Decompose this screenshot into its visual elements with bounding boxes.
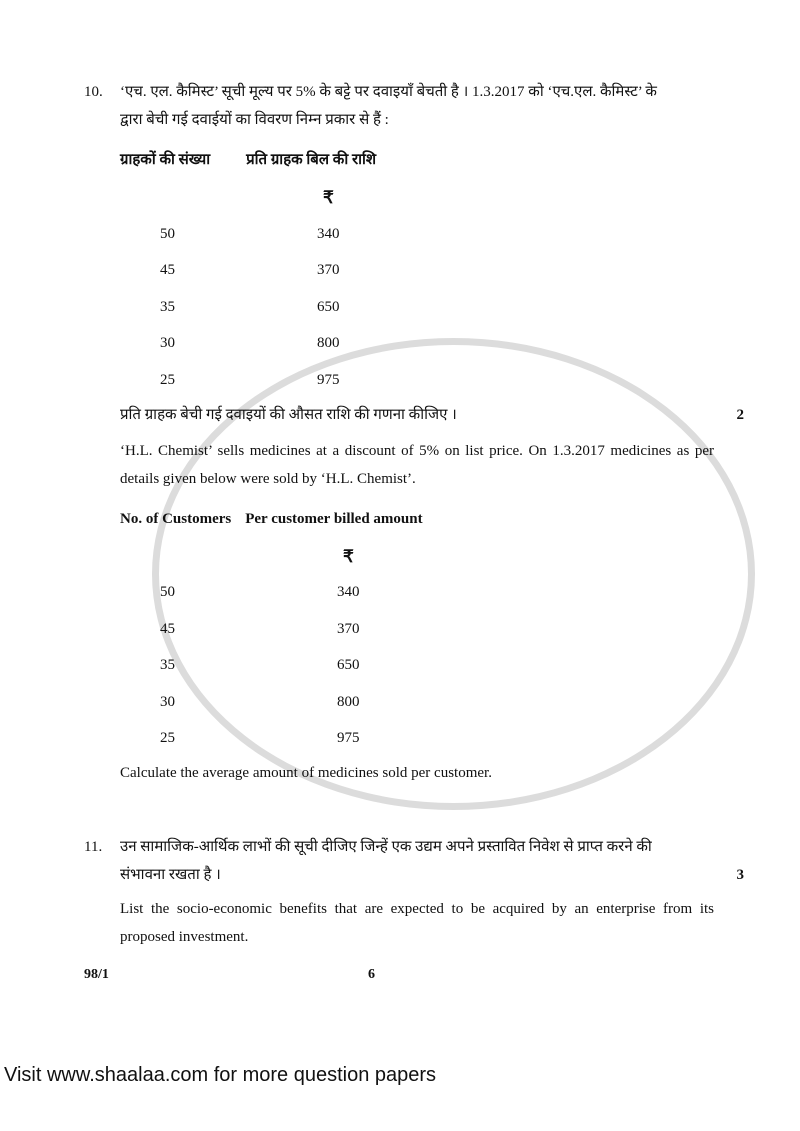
cell: 50 bbox=[160, 584, 175, 601]
cell: 800 bbox=[317, 335, 340, 352]
page-number: 6 bbox=[368, 967, 375, 982]
cell: 800 bbox=[337, 693, 360, 710]
hindi-header-amount: प्रति ग्राहक बिल की राशि bbox=[246, 152, 377, 168]
cell: 340 bbox=[317, 225, 340, 242]
question-11 bbox=[84, 833, 744, 951]
table-row bbox=[120, 289, 714, 326]
question-body bbox=[120, 78, 744, 787]
cell: 30 bbox=[160, 335, 175, 352]
english-table bbox=[120, 575, 714, 758]
marks: 2 bbox=[736, 406, 744, 423]
cell: 370 bbox=[337, 620, 360, 637]
cell: 35 bbox=[160, 298, 175, 315]
q10-hindi-question: प्रति ग्राहक बेची गई दवाइयों की औसत राशि की गणना कीजिए । bbox=[120, 406, 457, 423]
table-row bbox=[120, 648, 714, 685]
paper-code: 98/1 bbox=[84, 967, 109, 982]
cell: 25 bbox=[160, 371, 175, 388]
q11-english-text bbox=[120, 895, 714, 951]
text-line: medicines as per details given below were sold by ‘H.L. Chemist’. bbox=[120, 442, 715, 487]
cell: 650 bbox=[337, 657, 360, 674]
cell: 370 bbox=[317, 262, 340, 279]
cell: 50 bbox=[160, 225, 175, 242]
cell: 35 bbox=[160, 657, 175, 674]
hindi-header-customers: ग्राहकों की संख्या bbox=[120, 152, 211, 168]
cell: 30 bbox=[160, 693, 175, 710]
q10-hindi-line2: द्वारा बेची गई दवाईयों का विवरण निम्न प्रकार से हैं : bbox=[120, 112, 389, 128]
q10-english-text bbox=[120, 437, 714, 493]
marks: 3 bbox=[736, 867, 744, 883]
question-body bbox=[120, 833, 744, 951]
cell: 975 bbox=[317, 371, 340, 388]
site-footer-link[interactable]: Visit www.shaalaa.com for more question papers bbox=[4, 1064, 437, 1086]
question-number: 10. bbox=[84, 84, 103, 100]
english-table-header bbox=[120, 505, 714, 533]
table-row bbox=[120, 721, 714, 758]
table-row bbox=[120, 684, 714, 721]
table-row bbox=[120, 575, 714, 612]
text-line: ‘H.L. Chemist’ sells medicines at a discount of 5% on list price. On 1.3.2017 bbox=[120, 442, 605, 459]
content bbox=[84, 78, 744, 985]
table-row bbox=[120, 326, 714, 363]
hindi-table bbox=[120, 216, 714, 399]
text-line: List the socio-economic benefits that are expected to be acquired by an enterprise from bbox=[120, 901, 693, 917]
table-row bbox=[120, 253, 714, 290]
cell: 650 bbox=[317, 298, 340, 315]
cell: 340 bbox=[337, 584, 360, 601]
cell: 45 bbox=[160, 262, 175, 279]
page-footer bbox=[84, 965, 714, 985]
cell: 25 bbox=[160, 730, 175, 747]
question-number: 11. bbox=[84, 839, 103, 855]
english-header-amount: Per customer billed amount bbox=[245, 510, 423, 527]
q10-hindi-line1: ‘एच. एल. कैमिस्ट’ सूची मूल्य पर 5% के बट्टे पर दवाइयाँ बेचती है । 1.3.2017 को ‘एच.एल. कैमिस्ट’ के bbox=[120, 84, 657, 100]
table-row bbox=[120, 611, 714, 648]
rupee-symbol: ₹ bbox=[343, 546, 354, 566]
cell: 975 bbox=[337, 730, 360, 747]
hindi-table-header bbox=[120, 146, 714, 174]
english-header-customers: No. of Customers bbox=[120, 510, 232, 527]
q11-hindi-line2: संभावना रखता है । bbox=[120, 867, 221, 883]
table-row bbox=[120, 216, 714, 253]
rupee-symbol: ₹ bbox=[323, 188, 334, 207]
question-10 bbox=[84, 78, 744, 787]
q11-hindi-line1: उन सामाजिक-आर्थिक लाभों की सूची दीजिए जिन्हें एक उद्यम अपने प्रस्तावित निवेश से प्राप्त करने की bbox=[120, 839, 652, 855]
cell: 45 bbox=[160, 620, 175, 637]
table-row bbox=[120, 362, 714, 399]
q11-hindi-line2-row bbox=[120, 861, 744, 889]
q10-hindi-question-row bbox=[120, 401, 744, 429]
text-line: its proposed investment. bbox=[120, 901, 715, 945]
q10-english-question: Calculate the average amount of medicines sold per customer. bbox=[120, 765, 492, 781]
